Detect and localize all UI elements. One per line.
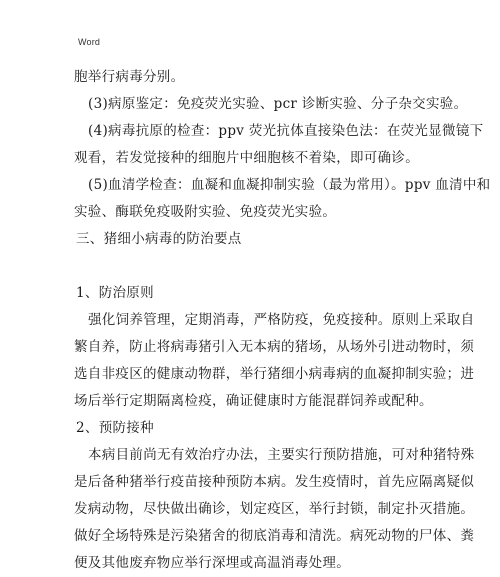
subsection-heading: 1、防治原则 [76,285,154,301]
section-heading: 三、猪细小病毒的防治要点 [76,231,242,247]
paragraph-line: 是后备种猪举行疫苗接种预防本病。发生疫情时，首先应隔离疑似 [74,474,475,490]
paragraph-line: (5)血清学检查：血凝和血凝抑制实验（最为常用）。ppv 血清中和 [88,177,491,193]
paragraph-line: 便及其他废弃物应举行深埋或高温消毒处理。 [74,555,350,571]
paragraph-line: (3)病原鉴定：免疫荧光实验、pcr 诊断实验、分子杂交实验。 [88,96,468,112]
paragraph-line: 做好全场特殊是污染猪舍的彻底消毒和清洗。病死动物的尸体、粪 [74,528,475,544]
paragraph-line: 胞举行病毒分别。 [74,69,185,85]
subsection-heading: 2、预防接种 [76,420,154,436]
paragraph-line: 发病动物，尽快做出确诊，划定疫区，举行封锁，制定扑灭措施。 [74,501,475,517]
document-header-label: Word [78,37,101,47]
paragraph-line: 本病目前尚无有效治疗办法，主要实行预防措施，可对种猪特殊 [88,447,475,463]
paragraph-line: 场后举行定期隔离检疫，确证健康时方能混群饲养或配种。 [74,393,433,409]
blank-gap [74,253,434,280]
paragraph-line: 强化饲养管理，定期消毒，严格防疫，免疫接种。原则上采取自 [88,312,475,328]
paragraph-line: 实验、酶联免疫吸附实验、免疫荧光实验。 [74,204,337,220]
paragraph-line: 繁自养，防止将病毒猪引入无本病的猪场，从场外引进动物时，须 [74,339,475,355]
paragraph-line: 选自非疫区的健康动物群，举行猪细小病毒病的血凝抑制实验；进 [74,366,475,382]
paragraph-line: (4)病毒抗原的检查：ppv 荧光抗体直接染色法：在荧光显微镜下 [88,123,484,139]
document-body [74,64,491,577]
paragraph-line: 观看，若发觉接种的细胞片中细胞核不着染，即可确诊。 [74,150,419,166]
